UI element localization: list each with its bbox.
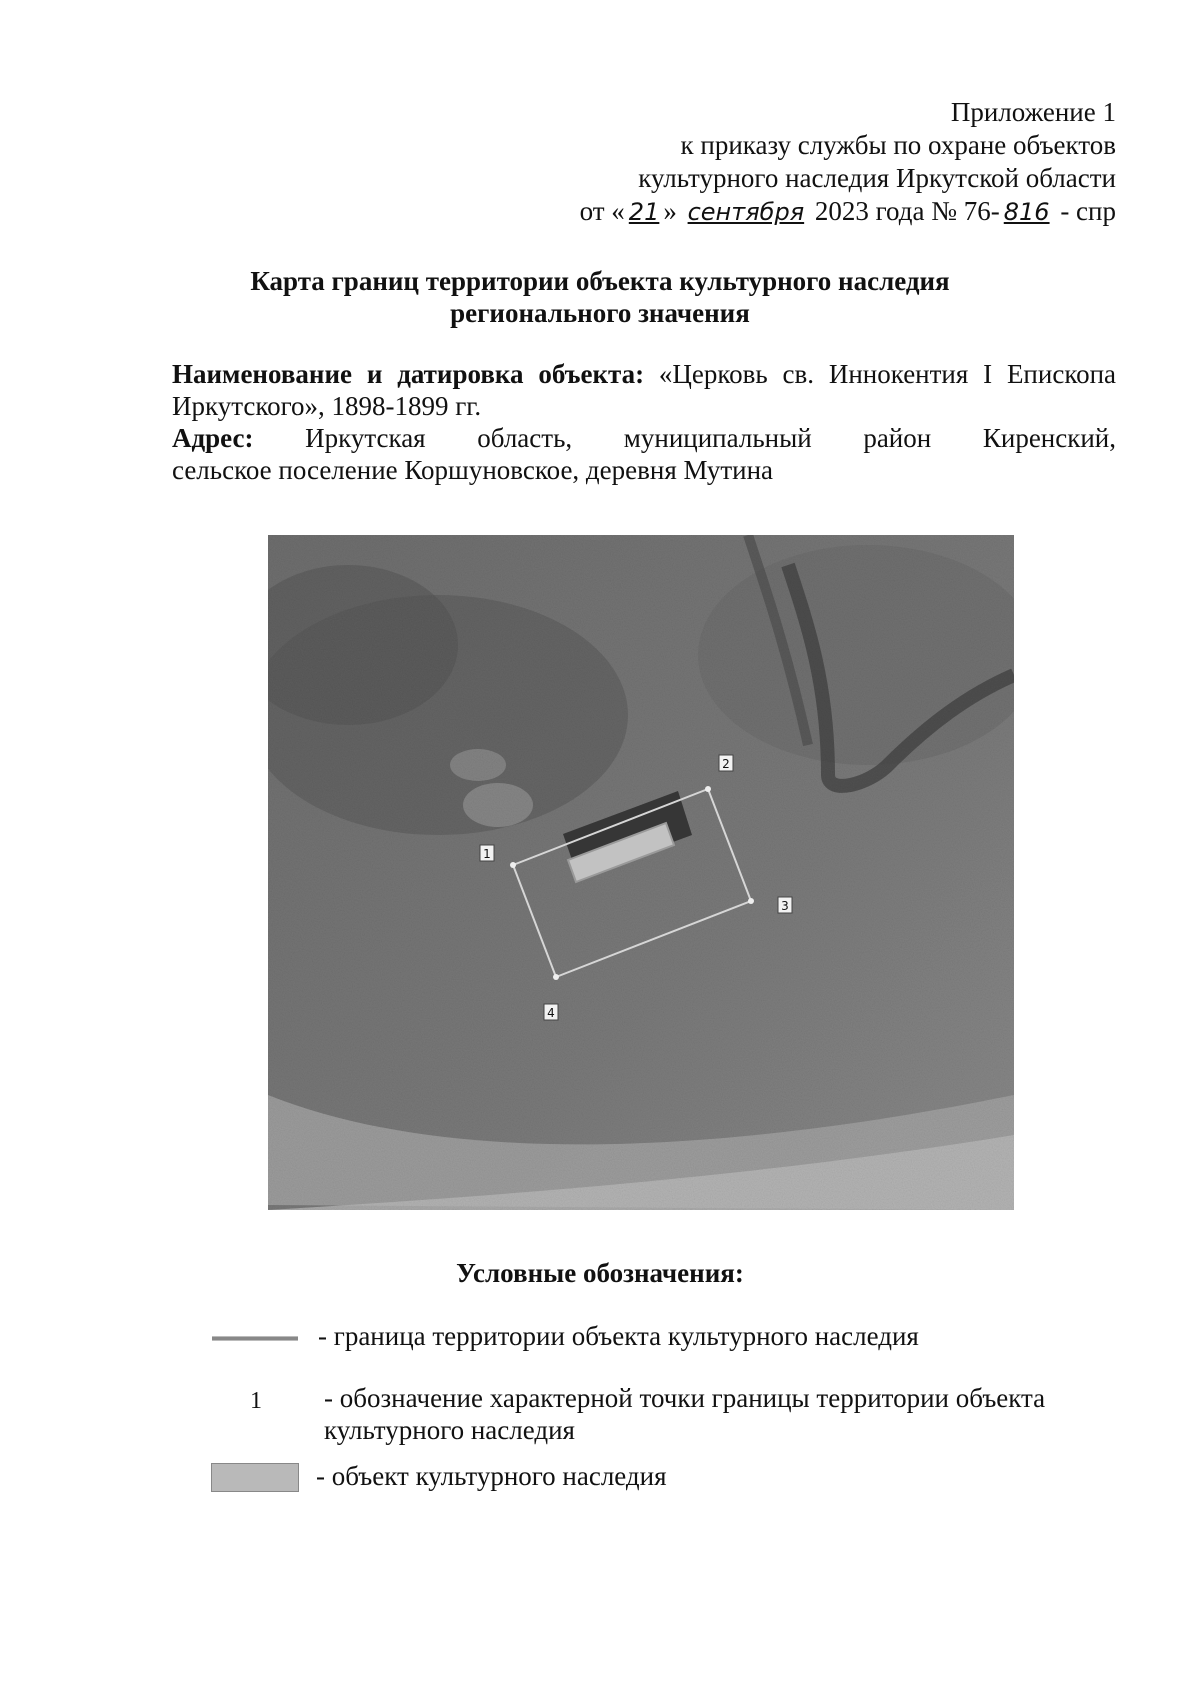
document-title [0, 265, 1200, 329]
point-label-2 [719, 755, 733, 771]
title-line-2: регионального значения [450, 298, 750, 328]
point-label-4-text: 4 [547, 1006, 555, 1020]
legend-object-symbol [211, 1463, 299, 1492]
legend-boundary-text: - граница территории объекта культурного наследия [318, 1321, 919, 1351]
order-number-handwritten: 816 [1003, 198, 1050, 226]
order-date-line [580, 195, 1116, 229]
date-month-handwritten: сентября [687, 198, 805, 226]
aerial-map [268, 535, 1014, 1210]
legend-title: Условные обозначения: [456, 1258, 744, 1288]
address-paragraph [172, 422, 1116, 454]
point-label-1-text: 1 [483, 847, 491, 861]
point-label-1 [480, 845, 494, 861]
point-label-4 [544, 1004, 558, 1020]
address-label: Адрес: [172, 423, 254, 453]
object-name-paragraph [172, 358, 1116, 422]
title-line-1: Карта границ территории объекта культурного наследия [250, 266, 950, 296]
appendix-header [580, 96, 1116, 229]
legend-point-text-line-2: культурного наследия [324, 1415, 575, 1445]
date-mid: » [663, 196, 677, 226]
legend-boundary-symbol [212, 1336, 298, 1341]
date-day-handwritten: 21 [628, 198, 660, 226]
legend-object-text: - объект культурного наследия [316, 1461, 667, 1491]
object-info [172, 358, 1116, 486]
legend-point-symbol: 1 [250, 1388, 262, 1414]
appendix-line-3: культурного наследия Иркутской области [638, 163, 1116, 193]
point-label-3 [778, 897, 792, 913]
appendix-line-2: к приказу службы по охране объектов [680, 130, 1116, 160]
date-year: 2023 года № 76- [814, 196, 1000, 226]
appendix-line-1: Приложение 1 [950, 97, 1116, 127]
legend-point-text [324, 1382, 1045, 1446]
map-image [268, 535, 1014, 1210]
date-prefix: от « [579, 196, 625, 226]
legend-point-text-line-1: - обозначение характерной точки границы территории объекта [324, 1383, 1046, 1413]
point-label-2-text: 2 [722, 757, 730, 771]
address-value-line-1: Иркутская область, муниципальный район Киренский, [305, 423, 1117, 453]
address-line-2: сельское поселение Коршуновское, деревня Мутина [172, 455, 774, 485]
point-label-3-text: 3 [781, 899, 789, 913]
object-name-label: Наименование и датировка объекта: [172, 359, 645, 389]
object-name-value: «Церковь св. Иннокентия I Епископа Иркутского», 1898-1899 гг. [172, 359, 1116, 421]
order-suffix: - спр [1060, 196, 1116, 226]
